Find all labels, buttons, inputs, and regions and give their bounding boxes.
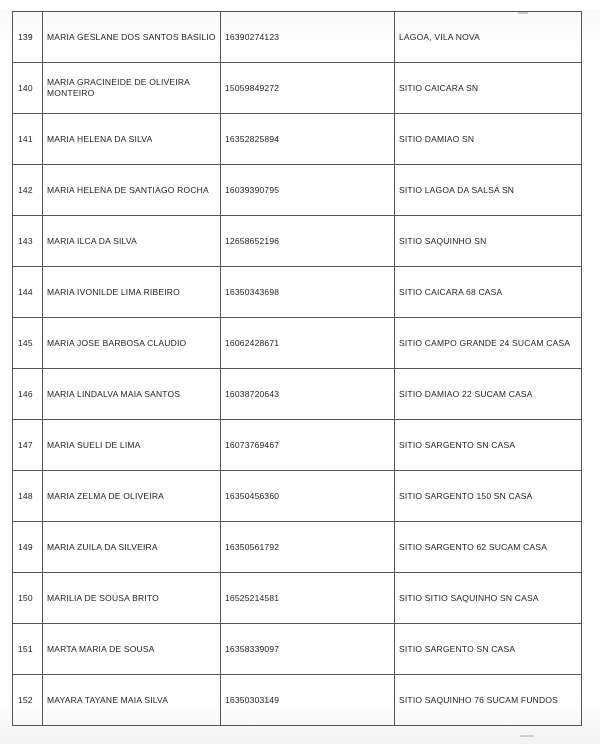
page-top-edge	[0, 0, 600, 10]
registration-number-cell: 16350303149	[221, 675, 395, 726]
address-cell: SITIO SARGENTO SN CASA	[395, 624, 582, 675]
registration-number-cell: 16350456360	[221, 471, 395, 522]
row-number-cell: 145	[13, 318, 43, 369]
person-name-cell: MARIA GESLANE DOS SANTOS BASILIO	[43, 12, 221, 63]
person-name-cell: MARIA GRACINEIDE DE OLIVEIRA MONTEIRO	[43, 63, 221, 114]
registration-number-cell: 16039390795	[221, 165, 395, 216]
table-row	[13, 471, 582, 522]
row-number-cell: 143	[13, 216, 43, 267]
row-number-cell: 151	[13, 624, 43, 675]
row-number-cell: 141	[13, 114, 43, 165]
table-row	[13, 63, 582, 114]
row-number-cell: 144	[13, 267, 43, 318]
table-row	[13, 624, 582, 675]
table-row	[13, 420, 582, 471]
address-cell: SITIO SITIO SAQUINHO SN CASA	[395, 573, 582, 624]
person-name-cell: MARIA HELENA DE SANTIAGO ROCHA	[43, 165, 221, 216]
table-row	[13, 522, 582, 573]
person-name-cell: MARILIA DE SOUSA BRITO	[43, 573, 221, 624]
person-name-cell: MARIA JOSE BARBOSA CLAUDIO	[43, 318, 221, 369]
person-name-cell: MARIA ILCA DA SILVA	[43, 216, 221, 267]
beneficiary-table	[12, 11, 582, 726]
row-number-cell: 146	[13, 369, 43, 420]
person-name-cell: MARTA MARIA DE SOUSA	[43, 624, 221, 675]
scan-mark-bottom	[520, 735, 534, 737]
table-row	[13, 165, 582, 216]
registration-number-cell: 16350343698	[221, 267, 395, 318]
address-cell: SITIO SAQUINHO 76 SUCAM FUNDOS	[395, 675, 582, 726]
table-row	[13, 216, 582, 267]
address-cell: SITIO LAGOA DA SALSA SN	[395, 165, 582, 216]
registration-number-cell: 12658652196	[221, 216, 395, 267]
address-cell: SITIO DAMIAO SN	[395, 114, 582, 165]
registration-number-cell: 16073769467	[221, 420, 395, 471]
address-cell: SITIO SARGENTO 150 SN CASA	[395, 471, 582, 522]
row-number-cell: 152	[13, 675, 43, 726]
row-number-cell: 139	[13, 12, 43, 63]
address-cell: LAGOA, VILA NOVA	[395, 12, 582, 63]
table-row	[13, 114, 582, 165]
registration-number-cell: 16358339097	[221, 624, 395, 675]
person-name-cell: MARIA IVONILDE LIMA RIBEIRO	[43, 267, 221, 318]
table-row	[13, 369, 582, 420]
address-cell: SITIO SARGENTO SN CASA	[395, 420, 582, 471]
table-row	[13, 267, 582, 318]
table-body	[13, 12, 582, 726]
address-cell: SITIO SARGENTO 62 SUCAM CASA	[395, 522, 582, 573]
person-name-cell: MARIA LINDALVA MAIA SANTOS	[43, 369, 221, 420]
address-cell: SITIO DAMIAO 22 SUCAM CASA	[395, 369, 582, 420]
registration-number-cell: 16062428671	[221, 318, 395, 369]
registration-number-cell: 16525214581	[221, 573, 395, 624]
person-name-cell: MAYARA TAYANE MAIA SILVA	[43, 675, 221, 726]
person-name-cell: MARIA SUELI DE LIMA	[43, 420, 221, 471]
registration-number-cell: 16352825894	[221, 114, 395, 165]
person-name-cell: MARIA ZELMA DE OLIVEIRA	[43, 471, 221, 522]
row-number-cell: 147	[13, 420, 43, 471]
row-number-cell: 148	[13, 471, 43, 522]
table-row	[13, 573, 582, 624]
table-row	[13, 675, 582, 726]
table-row	[13, 318, 582, 369]
registration-number-cell: 16038720643	[221, 369, 395, 420]
person-name-cell: MARIA HELENA DA SILVA	[43, 114, 221, 165]
address-cell: SITIO CAICARA 68 CASA	[395, 267, 582, 318]
row-number-cell: 142	[13, 165, 43, 216]
row-number-cell: 140	[13, 63, 43, 114]
registration-number-cell: 16350561792	[221, 522, 395, 573]
row-number-cell: 150	[13, 573, 43, 624]
person-name-cell: MARIA ZUILA DA SILVEIRA	[43, 522, 221, 573]
address-cell: SITIO CAMPO GRANDE 24 SUCAM CASA	[395, 318, 582, 369]
table-row	[13, 12, 582, 63]
registration-number-cell: 16390274123	[221, 12, 395, 63]
address-cell: SITIO CAICARA SN	[395, 63, 582, 114]
registration-number-cell: 15059849272	[221, 63, 395, 114]
row-number-cell: 149	[13, 522, 43, 573]
address-cell: SITIO SAQUINHO SN	[395, 216, 582, 267]
